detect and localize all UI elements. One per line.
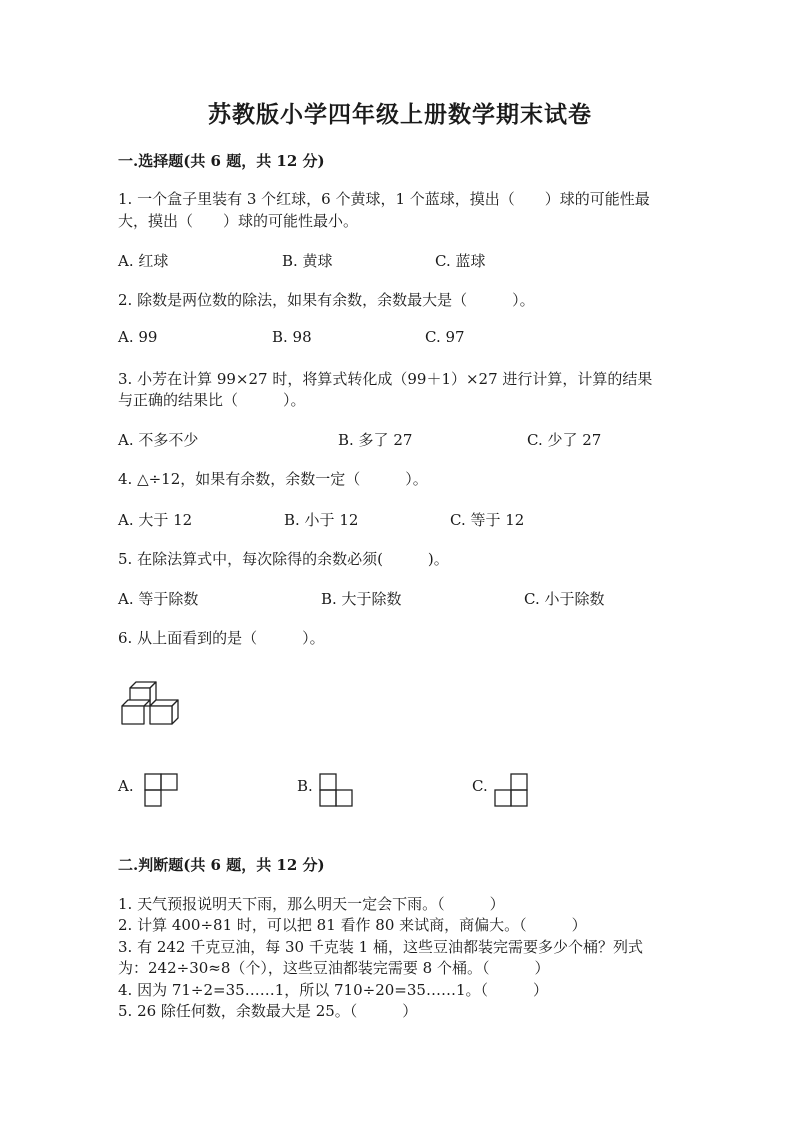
q4-option-c[interactable]: C. 等于 12 <box>450 511 525 529</box>
q1-option-c[interactable]: C. 蓝球 <box>435 252 486 270</box>
q3-option-b[interactable]: B. 多了 27 <box>338 431 413 449</box>
q6-option-b[interactable]: B. <box>297 777 313 795</box>
question-6-line-1: 6. 从上面看到的是（ ）。 <box>118 629 325 647</box>
q4-option-b[interactable]: B. 小于 12 <box>284 511 359 529</box>
q5-option-b[interactable]: B. 大于除数 <box>321 590 402 608</box>
question-3-line-2: 与正确的结果比（ ）。 <box>118 391 306 409</box>
judgement-line-3: 3. 有 242 千克豆油，每 30 千克装 1 桶，这些豆油都装完需要多少个桶？列式 <box>118 938 643 956</box>
question-4-line-1: 4. △÷12，如果有余数，余数一定（ ）。 <box>118 470 428 488</box>
q6-option-c[interactable]: C. <box>472 777 488 795</box>
q1-option-a[interactable]: A. 红球 <box>118 252 169 270</box>
question-5-line-1: 5. 在除法算式中，每次除得的余数必须( )。 <box>118 550 449 568</box>
question-1-line-2: 大，摸出（ ）球的可能性最小。 <box>118 212 359 230</box>
q3-option-c[interactable]: C. 少了 27 <box>527 431 602 449</box>
q5-option-c[interactable]: C. 小于除数 <box>524 590 605 608</box>
q6-option-a[interactable]: A. <box>118 777 134 795</box>
q5-option-a[interactable]: A. 等于除数 <box>118 590 199 608</box>
q2-option-a[interactable]: A. 99 <box>118 328 158 346</box>
q6-option-b-shape <box>319 773 353 807</box>
question-3-line-1: 3. 小芳在计算 99×27 时，将算式转化成（99＋1）×27 进行计算，计算的结果 <box>118 370 653 388</box>
cube-figure <box>118 680 182 726</box>
q2-option-b[interactable]: B. 98 <box>272 328 312 346</box>
q2-option-c[interactable]: C. 97 <box>425 328 465 346</box>
q3-option-a[interactable]: A. 不多不少 <box>118 431 199 449</box>
q6-option-a-shape <box>144 773 178 807</box>
page-title: 苏教版小学四年级上册数学期末试卷 <box>208 101 592 128</box>
question-2-line-1: 2. 除数是两位数的除法，如果有余数，余数最大是（ ）。 <box>118 291 535 309</box>
judgement-line-2: 2. 计算 400÷81 时，可以把 81 看作 80 来试商，商偏大。（ ） <box>118 916 587 934</box>
question-1-line-1: 1. 一个盒子里装有 3 个红球，6 个黄球，1 个蓝球，摸出（ ）球的可能性最 <box>118 190 650 208</box>
section-heading-choice: 一.选择题(共 6 题，共 12 分) <box>118 152 325 170</box>
q1-option-b[interactable]: B. 黄球 <box>282 252 333 270</box>
judgement-line-5: 4. 因为 71÷2=35……1，所以 710÷20=35……1。（ ） <box>118 981 548 999</box>
judgement-line-6: 5. 26 除任何数，余数最大是 25。（ ） <box>118 1002 418 1020</box>
judgement-line-1: 1. 天气预报说明天下雨，那么明天一定会下雨。（ ） <box>118 895 505 913</box>
section-heading-judgement: 二.判断题(共 6 题，共 12 分) <box>118 856 325 874</box>
q4-option-a[interactable]: A. 大于 12 <box>118 511 193 529</box>
q6-option-c-shape <box>494 773 528 807</box>
judgement-line-4: 为：242÷30≈8（个），这些豆油都装完需要 8 个桶。（ ） <box>118 959 550 977</box>
